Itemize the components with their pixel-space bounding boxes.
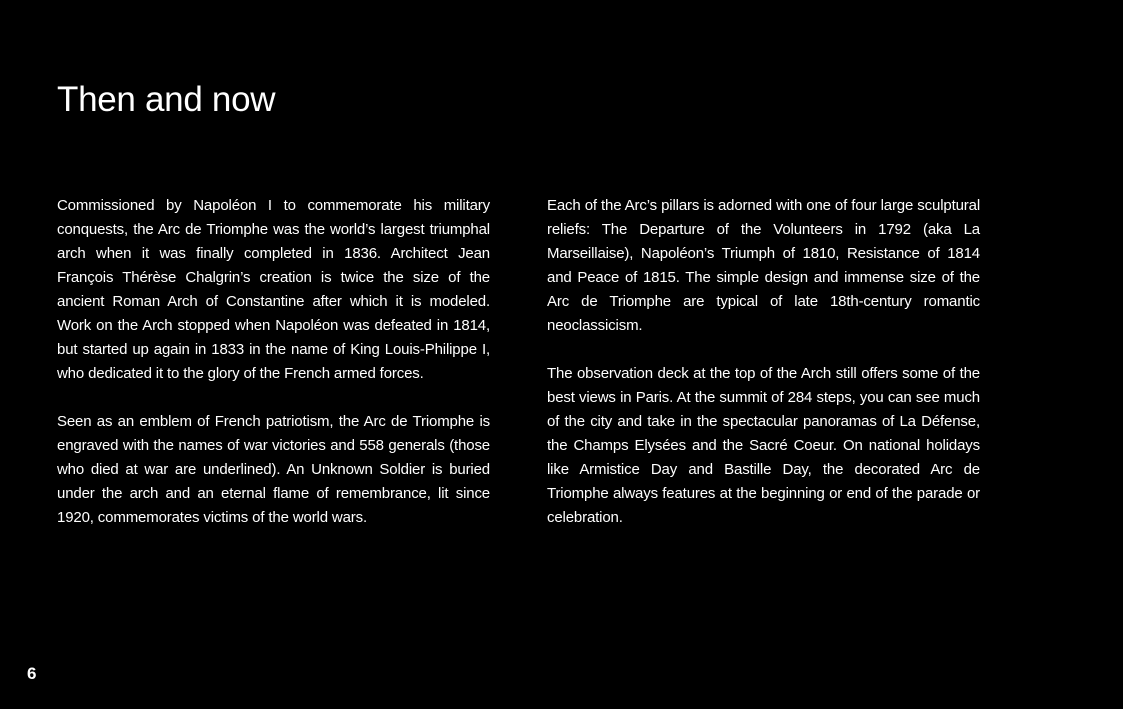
left-paragraph-2: Seen as an emblem of French patriotism, the Arc de Triomphe is engraved with the names of war victories and 558 generals (those who died at war are underlined). An Unknown Soldier is buried under the arch and an eternal flame of remembrance, lit since 1920, commemorates victims of the world wars. <box>57 413 490 526</box>
page-title: Then and now <box>57 80 276 119</box>
right-paragraph-1: Each of the Arc’s pillars is adorned with one of four large sculptural reliefs: The Departure of the Volunteers in 1792 (aka La Marseillaise), Napoléon’s Triumph of 1810, Resistance of 1814 and Peace of 1815. The simple design and immense size of the Arc de Triomphe are typical of late 18th-century romantic neoclassicism. <box>547 197 980 334</box>
left-paragraph-1: Commissioned by Napoléon I to commemorate his military conquests, the Arc de Triomphe was the world’s largest triumphal arch when it was finally completed in 1836. Architect Jean François Thérèse Chalgrin’s creation is twice the size of the ancient Roman Arch of Constantine after which it is modeled. Work on the Arch stopped when Napoléon was defeated in 1814, but started up again in 1833 in the name of King Louis-Philippe I, who dedicated it to the glory of the French armed forces. <box>57 197 490 382</box>
page-number: 6 <box>27 664 37 683</box>
right-text-column <box>547 194 980 554</box>
left-text-column <box>57 194 490 554</box>
right-paragraph-2: The observation deck at the top of the Arch still offers some of the best views in Paris. At the summit of 284 steps, you can see much of the city and take in the spectacular panoramas of La Défense, the Champs Elysées and the Sacré Coeur. On national holidays like Armistice Day and Bastille Day, the decorated Arc de Triomphe always features at the beginning or end of the parade or celebration. <box>547 365 980 526</box>
